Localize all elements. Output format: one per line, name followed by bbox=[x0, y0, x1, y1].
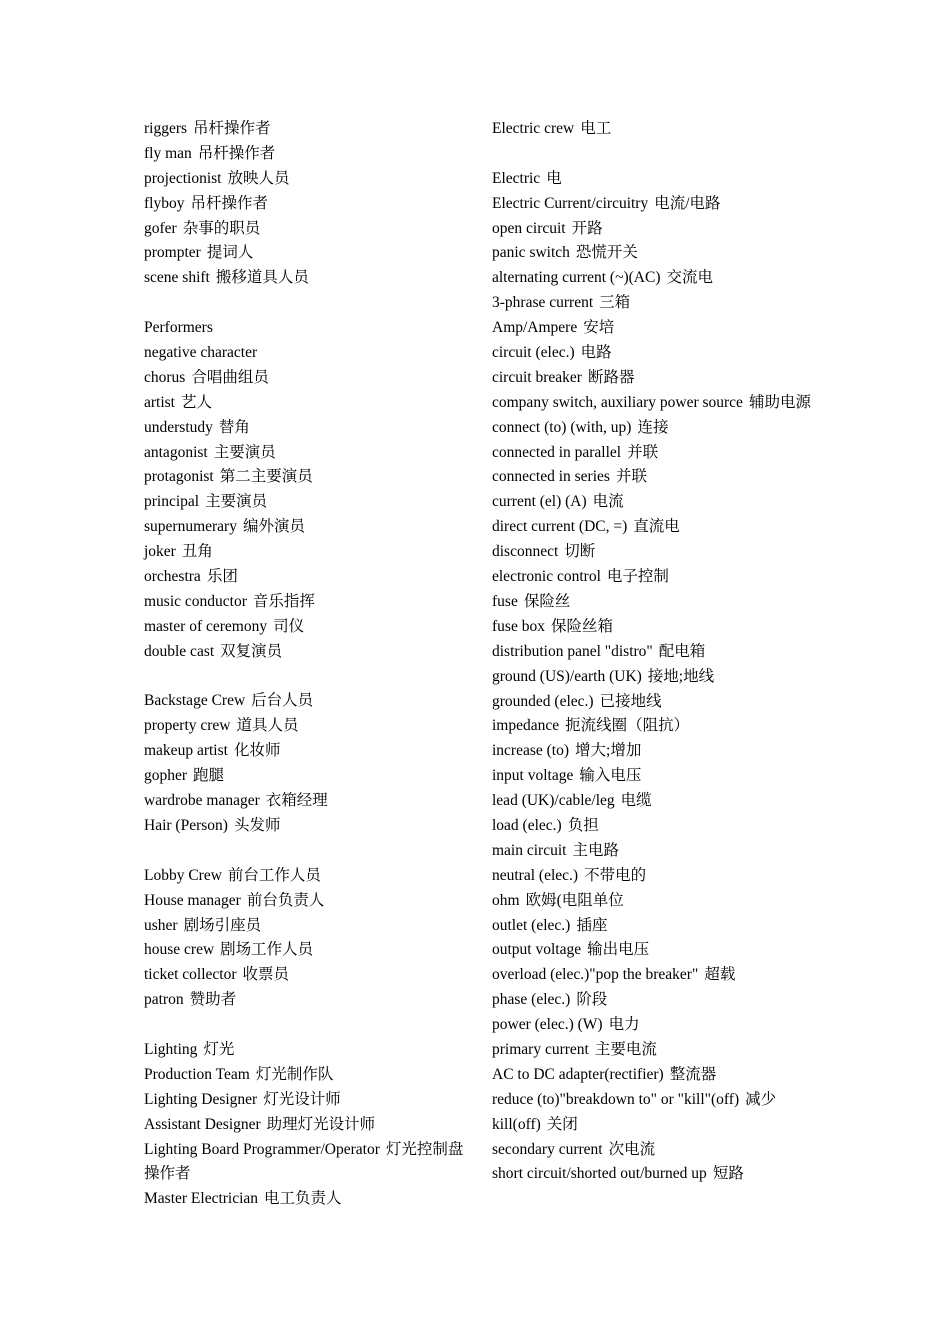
chinese-term: 双复演员 bbox=[220, 642, 283, 660]
chinese-term: 跑腿 bbox=[193, 767, 225, 785]
blank-line bbox=[144, 291, 466, 316]
chinese-term: 关闭 bbox=[546, 1115, 578, 1133]
glossary-entry bbox=[144, 640, 466, 665]
glossary-entry bbox=[492, 366, 814, 391]
english-term: short circuit/shorted out/burned up bbox=[492, 1165, 707, 1183]
english-term: Amp/Ampere bbox=[492, 319, 578, 337]
chinese-term: 丑角 bbox=[181, 543, 213, 561]
blank-line bbox=[492, 142, 814, 167]
english-term: AC to DC adapter(rectifier) bbox=[492, 1065, 664, 1083]
glossary-entry bbox=[144, 889, 466, 914]
glossary-entry bbox=[492, 963, 814, 988]
glossary-entry bbox=[492, 192, 814, 217]
chinese-term: 灯光控制盘操作者 bbox=[144, 1140, 464, 1183]
chinese-term: 化妆师 bbox=[233, 742, 281, 760]
chinese-term: 道具人员 bbox=[236, 717, 299, 735]
chinese-term: 电工负责人 bbox=[264, 1190, 342, 1208]
english-term: distribution panel "distro" bbox=[492, 642, 653, 660]
english-term: impedance bbox=[492, 717, 560, 735]
glossary-entry bbox=[144, 938, 466, 963]
english-term: fuse bbox=[492, 592, 518, 610]
chinese-term: 短路 bbox=[712, 1165, 744, 1183]
chinese-term: 超载 bbox=[704, 966, 736, 984]
chinese-term: 主电路 bbox=[572, 841, 619, 859]
glossary-entry bbox=[144, 167, 466, 192]
english-term: Lighting bbox=[144, 1040, 198, 1058]
english-term: chorus bbox=[144, 368, 186, 386]
glossary-entry bbox=[492, 341, 814, 366]
glossary-entry bbox=[144, 814, 466, 839]
english-term: Hair (Person) bbox=[144, 816, 228, 834]
glossary-entry bbox=[144, 963, 466, 988]
glossary-entry bbox=[144, 864, 466, 889]
english-term: wardrobe manager bbox=[144, 792, 260, 810]
glossary-entry bbox=[492, 1038, 814, 1063]
english-term: house crew bbox=[144, 941, 215, 959]
glossary-entry bbox=[492, 391, 814, 416]
chinese-term: 司仪 bbox=[273, 617, 305, 635]
glossary-entry bbox=[492, 117, 814, 142]
glossary-entry bbox=[492, 540, 814, 565]
english-term: ground (US)/earth (UK) bbox=[492, 667, 642, 685]
chinese-term: 助理灯光设计师 bbox=[266, 1115, 376, 1133]
glossary-entry bbox=[492, 814, 814, 839]
chinese-term: 不带电的 bbox=[584, 866, 647, 884]
glossary-entry bbox=[144, 465, 466, 490]
glossary-entry bbox=[144, 988, 466, 1013]
chinese-term: 衣箱经理 bbox=[265, 792, 328, 810]
english-term: secondary current bbox=[492, 1140, 603, 1158]
glossary-entry bbox=[492, 441, 814, 466]
glossary-entry bbox=[492, 515, 814, 540]
chinese-term: 恐慌开关 bbox=[575, 244, 638, 262]
glossary-entry bbox=[144, 266, 466, 291]
glossary-entry bbox=[492, 690, 814, 715]
chinese-term: 接地;地线 bbox=[647, 667, 715, 685]
glossary-entry bbox=[144, 441, 466, 466]
glossary-entry bbox=[492, 465, 814, 490]
blank-line bbox=[144, 665, 466, 690]
chinese-term: 阶段 bbox=[576, 991, 608, 1009]
chinese-term: 次电流 bbox=[608, 1140, 656, 1158]
glossary-entry bbox=[492, 241, 814, 266]
english-term: Electric Current/circuitry bbox=[492, 194, 649, 212]
glossary-entry bbox=[144, 1113, 466, 1138]
glossary-entry bbox=[492, 864, 814, 889]
english-term: Production Team bbox=[144, 1065, 250, 1083]
glossary-entry bbox=[492, 1138, 814, 1163]
glossary-entry bbox=[492, 615, 814, 640]
chinese-term: 减少 bbox=[745, 1090, 777, 1108]
english-term: output voltage bbox=[492, 941, 582, 959]
english-term: principal bbox=[144, 493, 200, 511]
english-term: makeup artist bbox=[144, 742, 228, 760]
glossary-entry bbox=[492, 938, 814, 963]
chinese-term: 吊杆操作者 bbox=[190, 194, 268, 212]
glossary-entry bbox=[144, 217, 466, 242]
left-column bbox=[144, 117, 466, 1212]
right-column bbox=[492, 117, 814, 1187]
chinese-term: 开路 bbox=[571, 219, 603, 237]
english-term: alternating current (~)(AC) bbox=[492, 269, 661, 287]
glossary-entry bbox=[492, 291, 814, 316]
english-term: open circuit bbox=[492, 219, 566, 237]
english-term: supernumerary bbox=[144, 518, 237, 536]
english-term: outlet (elec.) bbox=[492, 916, 571, 934]
glossary-entry bbox=[144, 241, 466, 266]
chinese-term: 艺人 bbox=[181, 393, 213, 411]
chinese-term: 编外演员 bbox=[242, 518, 305, 536]
english-term: gofer bbox=[144, 219, 177, 237]
chinese-term: 灯光 bbox=[203, 1040, 235, 1058]
english-term: joker bbox=[144, 543, 176, 561]
chinese-term: 灯光设计师 bbox=[263, 1090, 341, 1108]
chinese-term: 安培 bbox=[583, 319, 615, 337]
glossary-entry bbox=[492, 490, 814, 515]
glossary-entry bbox=[144, 789, 466, 814]
english-term: Electric bbox=[492, 169, 541, 187]
chinese-term: 搬移道具人员 bbox=[215, 269, 309, 287]
english-term: fuse box bbox=[492, 617, 545, 635]
chinese-term: 剧场引座员 bbox=[183, 916, 262, 934]
english-term: grounded (elec.) bbox=[492, 692, 594, 710]
chinese-term: 负担 bbox=[567, 816, 599, 834]
english-term: Performers bbox=[144, 319, 213, 337]
chinese-term: 第二主要演员 bbox=[219, 468, 313, 486]
glossary-entry bbox=[144, 142, 466, 167]
glossary-entry bbox=[492, 1088, 814, 1113]
glossary-entry bbox=[144, 739, 466, 764]
glossary-entry bbox=[144, 714, 466, 739]
chinese-term: 插座 bbox=[576, 916, 608, 934]
glossary-entry bbox=[492, 167, 814, 192]
chinese-term: 整流器 bbox=[669, 1065, 717, 1083]
chinese-term: 提词人 bbox=[206, 244, 254, 262]
english-term: lead (UK)/cable/leg bbox=[492, 792, 615, 810]
english-term: panic switch bbox=[492, 244, 570, 262]
english-term: connected in parallel bbox=[492, 443, 622, 461]
english-term: patron bbox=[144, 991, 184, 1009]
english-term: negative character bbox=[144, 344, 258, 362]
chinese-term: 欧姆(电阻单位 bbox=[525, 891, 624, 909]
chinese-term: 合唱曲组员 bbox=[191, 368, 269, 386]
english-term: increase (to) bbox=[492, 742, 570, 760]
glossary-entry bbox=[492, 590, 814, 615]
glossary-entry bbox=[492, 1162, 814, 1187]
english-term: gopher bbox=[144, 767, 188, 785]
english-term: antagonist bbox=[144, 443, 208, 461]
english-term: Lighting Board Programmer/Operator bbox=[144, 1140, 380, 1158]
english-term: phase (elec.) bbox=[492, 991, 571, 1009]
glossary-entry bbox=[144, 1088, 466, 1113]
chinese-term: 三箱 bbox=[599, 294, 631, 312]
glossary-entry bbox=[492, 565, 814, 590]
blank-line bbox=[144, 1013, 466, 1038]
english-term: understudy bbox=[144, 418, 213, 436]
glossary-entry bbox=[144, 615, 466, 640]
english-term: fly man bbox=[144, 144, 192, 162]
chinese-term: 并联 bbox=[615, 468, 647, 486]
english-term: connected in series bbox=[492, 468, 610, 486]
glossary-entry bbox=[492, 789, 814, 814]
chinese-term: 直流电 bbox=[633, 518, 680, 536]
chinese-term: 配电箱 bbox=[658, 642, 706, 660]
chinese-term: 电力 bbox=[608, 1016, 640, 1034]
english-term: overload (elec.)"pop the breaker" bbox=[492, 966, 699, 984]
glossary-entry bbox=[492, 889, 814, 914]
glossary-entry bbox=[144, 689, 466, 714]
glossary-entry bbox=[492, 316, 814, 341]
english-term: orchestra bbox=[144, 568, 201, 586]
english-term: property crew bbox=[144, 717, 231, 735]
chinese-term: 收票员 bbox=[242, 966, 290, 984]
glossary-entry bbox=[492, 714, 814, 739]
glossary-entry bbox=[492, 839, 814, 864]
chinese-term: 输出电压 bbox=[587, 941, 650, 959]
english-term: projectionist bbox=[144, 169, 222, 187]
glossary-entry bbox=[144, 914, 466, 939]
english-term: disconnect bbox=[492, 543, 559, 561]
glossary-entry bbox=[144, 416, 466, 441]
english-term: House manager bbox=[144, 891, 241, 909]
glossary-entry bbox=[492, 1063, 814, 1088]
english-term: circuit (elec.) bbox=[492, 344, 575, 362]
glossary-entry bbox=[492, 640, 814, 665]
english-term: ticket collector bbox=[144, 966, 237, 984]
chinese-term: 灯光制作队 bbox=[255, 1065, 334, 1083]
chinese-term: 并联 bbox=[627, 443, 659, 461]
english-term: power (elec.) (W) bbox=[492, 1016, 603, 1034]
glossary-entry bbox=[144, 117, 466, 142]
chinese-term: 头发师 bbox=[233, 816, 281, 834]
chinese-term: 电缆 bbox=[620, 792, 652, 810]
chinese-term: 杂事的职员 bbox=[182, 219, 261, 237]
chinese-term: 吊杆操作者 bbox=[197, 144, 276, 162]
english-term: direct current (DC, =) bbox=[492, 518, 628, 536]
chinese-term: 电路 bbox=[580, 344, 612, 362]
glossary-entry bbox=[144, 515, 466, 540]
glossary-entry bbox=[492, 665, 814, 690]
english-term: input voltage bbox=[492, 767, 574, 785]
chinese-term: 交流电 bbox=[666, 269, 713, 287]
glossary-entry bbox=[492, 416, 814, 441]
chinese-term: 电子控制 bbox=[606, 568, 669, 586]
chinese-term: 音乐指挥 bbox=[252, 592, 315, 610]
english-term: prompter bbox=[144, 244, 201, 262]
chinese-term: 保险丝箱 bbox=[550, 617, 613, 635]
english-term: 3-phrase current bbox=[492, 294, 594, 312]
chinese-term: 电工 bbox=[580, 120, 612, 137]
chinese-term: 剧场工作人员 bbox=[220, 941, 314, 959]
chinese-term: 已接地线 bbox=[599, 692, 662, 710]
english-term: usher bbox=[144, 916, 178, 934]
chinese-term: 输入电压 bbox=[579, 767, 642, 785]
glossary-entry bbox=[144, 341, 466, 366]
english-term: riggers bbox=[144, 120, 188, 137]
chinese-term: 赞助者 bbox=[189, 991, 237, 1009]
glossary-entry bbox=[492, 739, 814, 764]
english-term: connect (to) (with, up) bbox=[492, 418, 632, 436]
chinese-term: 断路器 bbox=[587, 368, 635, 386]
glossary-entry bbox=[492, 217, 814, 242]
english-term: Lobby Crew bbox=[144, 866, 222, 884]
chinese-term: 电流/电路 bbox=[654, 194, 721, 212]
english-term: main circuit bbox=[492, 841, 567, 859]
chinese-term: 主要电流 bbox=[594, 1040, 657, 1058]
english-term: Lighting Designer bbox=[144, 1090, 258, 1108]
english-term: kill(off) bbox=[492, 1115, 541, 1133]
english-term: Master Electrician bbox=[144, 1190, 259, 1208]
english-term: master of ceremony bbox=[144, 617, 268, 635]
glossary-entry bbox=[144, 1138, 466, 1188]
english-term: ohm bbox=[492, 891, 520, 909]
chinese-term: 辅助电源 bbox=[748, 393, 811, 411]
english-term: load (elec.) bbox=[492, 816, 562, 834]
english-term: circuit breaker bbox=[492, 368, 582, 386]
blank-line bbox=[144, 839, 466, 864]
glossary-entry bbox=[144, 590, 466, 615]
glossary-entry bbox=[492, 764, 814, 789]
english-term: protagonist bbox=[144, 468, 214, 486]
glossary-entry bbox=[144, 192, 466, 217]
chinese-term: 切断 bbox=[564, 543, 596, 561]
glossary-entry bbox=[144, 764, 466, 789]
chinese-term: 主要演员 bbox=[205, 493, 268, 511]
english-term: current (el) (A) bbox=[492, 493, 587, 511]
english-term: company switch, auxiliary power source bbox=[492, 393, 743, 411]
glossary-entry bbox=[492, 914, 814, 939]
glossary-entry bbox=[144, 366, 466, 391]
chinese-term: 主要演员 bbox=[213, 443, 276, 461]
chinese-term: 保险丝 bbox=[523, 592, 571, 610]
glossary-entry bbox=[144, 316, 466, 341]
english-term: Assistant Designer bbox=[144, 1115, 261, 1133]
glossary-entry bbox=[144, 565, 466, 590]
english-term: artist bbox=[144, 393, 175, 411]
chinese-term: 增大;增加 bbox=[575, 742, 642, 760]
glossary-entry bbox=[492, 988, 814, 1013]
chinese-term: 乐团 bbox=[206, 568, 238, 586]
chinese-term: 前台负责人 bbox=[246, 891, 325, 909]
glossary-entry bbox=[492, 266, 814, 291]
glossary-entry bbox=[144, 1038, 466, 1063]
glossary-entry bbox=[144, 1063, 466, 1088]
chinese-term: 放映人员 bbox=[227, 169, 290, 187]
english-term: Electric crew bbox=[492, 120, 575, 137]
english-term: Backstage Crew bbox=[144, 692, 246, 710]
chinese-term: 电流 bbox=[592, 493, 624, 511]
chinese-term: 连接 bbox=[637, 418, 669, 436]
glossary-entry bbox=[144, 490, 466, 515]
english-term: neutral (elec.) bbox=[492, 866, 579, 884]
english-term: flyboy bbox=[144, 194, 185, 212]
english-term: reduce (to)"breakdown to" or "kill"(off) bbox=[492, 1090, 740, 1108]
chinese-term: 电 bbox=[546, 169, 562, 187]
chinese-term: 吊杆操作者 bbox=[193, 120, 271, 137]
glossary-entry bbox=[492, 1013, 814, 1038]
glossary-entry bbox=[144, 391, 466, 416]
english-term: electronic control bbox=[492, 568, 601, 586]
chinese-term: 前台工作人员 bbox=[227, 866, 321, 884]
chinese-term: 替角 bbox=[218, 418, 250, 436]
chinese-term: 扼流线圈（阻抗） bbox=[565, 717, 690, 735]
english-term: primary current bbox=[492, 1040, 589, 1058]
english-term: double cast bbox=[144, 642, 215, 660]
glossary-entry bbox=[492, 1113, 814, 1138]
glossary-entry bbox=[144, 1187, 466, 1212]
english-term: scene shift bbox=[144, 269, 210, 287]
glossary-entry bbox=[144, 540, 466, 565]
chinese-term: 后台人员 bbox=[251, 692, 314, 710]
english-term: music conductor bbox=[144, 592, 247, 610]
